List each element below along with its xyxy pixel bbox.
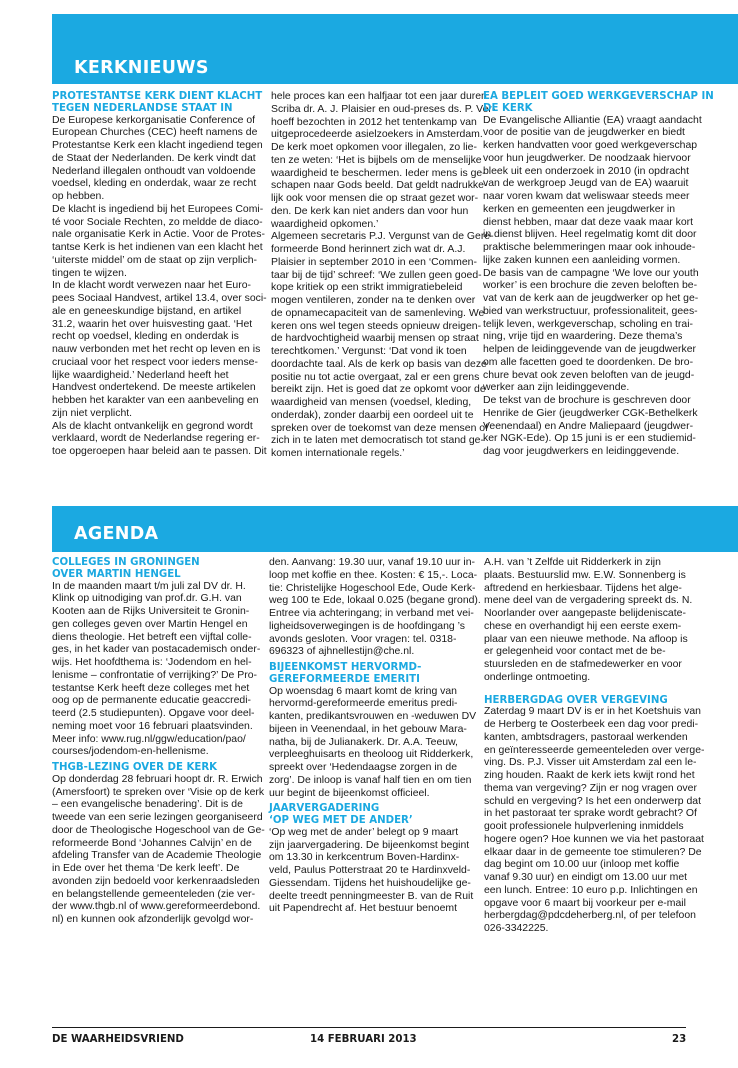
text-line: voor de positie van de jeugdwerker en biedt — [483, 127, 685, 139]
text-line: Plaisier in september 2010 in een ‘Commen- — [271, 256, 477, 268]
text-line: werker aan zijn leidinggevende. — [483, 382, 630, 394]
text-line: Zaterdag 9 maart DV is er in het Koetshuis van — [484, 706, 701, 718]
title-line: COLLEGES IN GRONINGEN — [52, 557, 200, 568]
text-line: weg 100 te Ede, lokaal 0.025 (begane grond). — [269, 595, 481, 607]
agenda-body — [269, 557, 481, 659]
text-line: ving. Ds. P.J. Visser uit Amsterdam zal een le- — [484, 757, 697, 769]
agenda-column-2 — [269, 557, 481, 916]
text-line: op hebben. — [52, 191, 105, 203]
text-line: waardigheid opkomen.’ — [271, 218, 379, 230]
text-line: de opnamecapaciteit van de samenleving. We — [271, 307, 485, 319]
title-line: THGB-LEZING OVER DE KERK — [52, 762, 218, 774]
text-line: In de maanden maart t/m juli zal DV dr. H. — [52, 580, 246, 592]
text-line: hogere ogen? Hoe kunnen we via het pastoraat — [484, 833, 704, 845]
title-line: DE KERK — [483, 102, 533, 114]
kerknieuws-banner — [52, 14, 738, 84]
text-line: Handvest ondertekend. De meeste artikelen — [52, 382, 256, 394]
text-line: taar bij de tijd’ schreef: ‘We zullen geen goed- — [271, 269, 482, 281]
article-title-ea — [483, 91, 714, 115]
text-line: Protestantse Kerk een klacht ingediend tegen — [52, 140, 263, 152]
text-line: tie: Christelijke Hogeschool Ede, Oude Kerk- — [269, 582, 476, 594]
title-line: GEREFORMEERDE EMERITI — [269, 673, 420, 685]
text-line: zorg’. De inloop is vanaf half tien en om tien — [269, 774, 472, 786]
title-line: BIJEENKOMST HERVORMD- — [269, 662, 422, 673]
text-line: Henrike de Gier (jeugdwerker CGK-Bethelkerk — [483, 407, 698, 419]
text-line: nauw verbonden met het recht op leven en is — [52, 344, 261, 356]
text-line: de Herberg te Oosterbeek een dag voor predi- — [484, 719, 699, 731]
agenda-column-1 — [52, 557, 264, 927]
text-line: – een evangelische benadering’. Dit is de — [52, 799, 243, 811]
text-line: loop met koffie en thee. Kosten: € 15,-. Loca- — [269, 569, 478, 581]
text-line: in dienst blijven. Heel regelmatig komt dit door — [483, 229, 697, 241]
text-line: té voor Sociale Rechten, zo meldde de diaco- — [52, 216, 263, 228]
text-line: lijk ook voor mensen die op straat gezet wor- — [271, 193, 479, 204]
text-line: een lunch. Entree: 10 euro p.p. Inlichtingen en — [484, 884, 698, 896]
text-line: stuursleden en de stafmedewerker en voor — [484, 659, 682, 670]
kerknieuws-heading: KERKNIEUWS — [74, 58, 209, 78]
agenda-column-3 — [484, 557, 705, 936]
text-line: Entree via achteringang; in verband met vei- — [269, 608, 474, 619]
text-line: verpleeghuisarts en theoloog uit Ridderkerk, — [269, 749, 474, 761]
text-line: lijke waardigheid.’ Nederland heeft het — [52, 369, 229, 381]
text-line: praktische belemmeringen maar ook inhoude- — [483, 242, 696, 254]
text-line: Op woensdag 6 maart komt de kring van — [269, 685, 457, 697]
text-line: chure bevat ook zeven beloften van de jeugd- — [483, 369, 695, 381]
text-line: ‘Op weg met de ander’ belegt op 9 maart — [269, 826, 459, 838]
text-line: voedsel, kleding en onderdak, waar ze recht — [52, 178, 257, 190]
agenda-title-thgb — [52, 762, 264, 774]
text-line: onderdak), zonder daarbij een oordeel uit te — [271, 409, 474, 421]
text-line: Giessendam. Tijdens het huishoudelijke ge- — [269, 877, 471, 889]
agenda-body — [52, 774, 264, 927]
text-line: natha, bij de Julianakerk. Dr. A.A. Teeuw, — [269, 736, 458, 748]
footer-page-number: 23 — [672, 1034, 687, 1045]
text-line: hebben het karakter van een aanbeveling en — [52, 395, 259, 407]
agenda-body — [269, 827, 474, 916]
text-line: Noorlander over aangepaste belijdeniscate- — [484, 608, 686, 619]
text-line: naar voren kwam dat weliswaar steeds meer — [483, 191, 690, 203]
agenda-title-colleges — [52, 557, 264, 581]
text-line: der www.thgb.nl of www.gereformeerdebond. — [52, 901, 261, 913]
title-line: TEGEN NEDERLANDSE STAAT IN — [52, 102, 233, 114]
text-line: bijeen in Veenendaal, in het gebouw Mara- — [269, 723, 467, 735]
agenda-title-jaarvergadering — [269, 803, 474, 827]
text-line: nl) en kunnen ook afzonderlijk gevolgd wor- — [52, 914, 254, 926]
text-line: Kooten aan de Rijks Universiteit te Gronin- — [52, 606, 250, 618]
text-line: ning, vrije tijd en waardering. Deze thema’s — [483, 331, 683, 343]
text-line: worker’ is een brochure die zeven beloften be- — [483, 280, 698, 292]
title-line: EA BEPLEIT GOED WERKGEVERSCHAP IN — [483, 91, 714, 102]
article-body — [52, 114, 267, 459]
text-line: hervormd-gereformeerde emeritus predi- — [269, 698, 458, 710]
agenda-banner — [52, 506, 738, 552]
text-line: De Evangelische Alliantie (EA) vraagt aandacht — [483, 114, 702, 126]
text-line: de hardvochtigheid waarbij mensen op straat — [271, 333, 479, 345]
agenda-title-emeriti — [269, 662, 474, 686]
text-line: lijke zaken kunnen een aanleiding vormen. — [483, 254, 681, 266]
text-line: in Ede over het thema ‘De kerk leeft’. De — [52, 863, 240, 875]
text-line: hele proces kan een halfjaar tot een jaar duren. — [271, 91, 490, 102]
text-line: Klink op uitnodiging van prof.dr. G.H. van — [52, 593, 242, 605]
agenda-title-herbergdag — [484, 695, 689, 707]
text-line: zijn niet verplicht. — [52, 407, 133, 419]
text-line: In de klacht wordt verwezen naar het Euro- — [52, 280, 251, 292]
text-line: in het pastoraat ter sprake wordt gebracht? Of — [484, 808, 697, 820]
text-line: opgave voor 6 maart bij voorkeur per e-mail — [484, 897, 686, 909]
text-line: en geïnteresseerde gemeenteleden over verge- — [484, 744, 705, 756]
text-line: helpen de leidinggevende van de jeugdwerker — [483, 344, 696, 356]
text-line: tweede van een serie lezingen georganiseerd — [52, 812, 263, 824]
text-line: mene deel van de vergadering spreekt ds. N. — [484, 595, 693, 607]
text-line: schuld en vergeving? Is het een onderwerp dat — [484, 795, 702, 807]
text-line: avonden zijn bedoeld voor kerkenraadsleden — [52, 875, 260, 887]
text-line: kope kritiek op een strikt immigratiebeleid — [271, 282, 463, 294]
text-line: Scriba dr. A. J. Plaisier en oud-preses ds. P. Ver- — [271, 103, 496, 115]
title-line: ‘OP WEG MET DE ANDER’ — [269, 815, 413, 827]
text-line: zijn jaarvergadering. De bijeenkomst begint — [269, 839, 470, 851]
text-line: vat van de kerk aan de jeugdwerker op het ge- — [483, 293, 699, 305]
text-line: oog op de permanente educatie geaccredi- — [52, 695, 252, 707]
text-line: bereikt zijn. Het is goed dat ze opkomt voor de — [271, 384, 486, 396]
text-line: Algemeen secretaris P.J. Vergunst van de Gere- — [271, 231, 494, 243]
title-line: JAARVERGADERING — [269, 803, 380, 815]
text-line: spreekt over ‘Hedendaagse zorgen in de — [269, 762, 457, 774]
text-line: veld, Paulus Potterstraat 20 te Hardinxveld- — [269, 865, 471, 877]
text-line: wijs. Het hoofdthema is: ‘Jodendom en hel- — [52, 657, 252, 669]
text-line: schapen naar Gods beeld. Dat geldt nadrukke- — [271, 180, 488, 192]
footer-date: 14 FEBRUARI 2013 — [310, 1034, 417, 1045]
text-line: aftredend en herkiesbaar. Tijdens het alge- — [484, 582, 682, 594]
text-line: ges, in het kader van postacademisch onder- — [52, 644, 261, 656]
text-line: kerken handvatten voor goed werkgeverschap — [483, 140, 698, 152]
text-line: teerd (2.5 studiepunten). Opgave voor deel- — [52, 708, 255, 720]
text-line: courses/jodendom-en-hellenisme. — [52, 746, 209, 758]
text-line: onderlinge ontmoeting. — [484, 671, 591, 683]
text-line: Op donderdag 28 februari hoopt dr. R. Erwich — [52, 773, 263, 785]
text-line: plaats. Bestuurslid mw. E.W. Sonnenberg is — [484, 569, 686, 581]
text-line: reformeerde Bond ‘Johannes Calvijn’ en de — [52, 837, 252, 849]
text-line: Veenendaal) en Andre Maliepaard (jeugdwer- — [483, 420, 694, 432]
text-line: herbergdag@pdcdeherberg.nl, of per telefoon — [484, 910, 696, 922]
text-line: uur begint de bijeenkomst officieel. — [269, 787, 430, 799]
text-line: vanaf 9.30 uur) en eindigt om 13.00 uur met — [484, 872, 688, 884]
text-line: afdeling Transfer van de Academie Theologie — [52, 850, 262, 862]
text-line: Meer info: www.rug.nl/ggw/education/pao/ — [52, 733, 246, 745]
text-line: dag voor jeugdwerkers en leidinggevende. — [483, 446, 680, 458]
text-line: mogen ventileren, zonder na te denken over — [271, 295, 476, 306]
text-line: spreken over de toekomst van deze mensen of — [271, 422, 488, 434]
text-line: de Staat der Nederlanden. De kerk vindt dat — [52, 152, 256, 164]
text-line: bied van werkstructuur, professionaliteit, gees- — [483, 305, 698, 317]
text-line: pees Sociaal Handvest, artikel 13.4, over soci- — [52, 293, 267, 305]
text-line: voor hun jeugdwerker. De noodzaak hiervoor — [483, 152, 691, 164]
agenda-body — [484, 557, 693, 685]
text-line: er gelegenheid voor contact met de be- — [484, 646, 666, 658]
article-title-klacht — [52, 91, 264, 115]
text-line: van de werkgroep Jeugd van de EA) waaruit — [483, 178, 689, 190]
kerknieuws-column-1 — [52, 91, 267, 459]
text-line: testantse Kerk heeft deze colleges met het — [52, 682, 250, 694]
text-line: Als de klacht ontvankelijk en gegrond wordt — [52, 420, 253, 432]
text-line: hoeff bezochten in 2012 het tentenkamp van — [271, 116, 477, 128]
text-line: om 13.30 in kerkcentrum Boven-Hardinx- — [269, 852, 460, 864]
text-line: komen internationale regels.’ — [271, 448, 405, 459]
text-line: 696323 of ajhnellestijn@che.nl. — [269, 646, 415, 658]
text-line: 31.2, waarin het over huisvesting gaat. ‘Het — [52, 318, 253, 330]
kerknieuws-column-2 — [271, 91, 496, 461]
text-line: diens theologie. Het betreft een vijftal colle- — [52, 631, 252, 643]
text-line: nale organisatie Kerk in Actie. Voor de Protes- — [52, 229, 265, 241]
text-line: De tekst van de brochure is geschreven door — [483, 395, 691, 407]
kerknieuws-column-3 — [483, 91, 714, 459]
text-line: lenisme – confrontatie of verrijking?’ De Pro- — [52, 669, 257, 681]
text-line: verklaard, wordt de Nederlandse regering er- — [52, 433, 260, 445]
text-line: ‘uiterste middel’ om de staat op zijn verplich- — [52, 254, 257, 266]
text-line: elkaar daar in de gemeente toe stimuleren? De — [484, 846, 702, 858]
text-line: doordachte taal. Als de kerk op basis van deze — [271, 358, 487, 370]
text-line: uitgeprocedeerde asielzoekers in Amsterdam. — [271, 129, 483, 141]
text-line: ker NGK-Ede). Op 15 juni is er een studiemid- — [483, 433, 696, 445]
text-line: waardigheid te beschermen. Ieder mens is ge- — [271, 167, 486, 179]
text-line: 026-3342225. — [484, 923, 549, 935]
text-line: zing houden. Raakt de kerk iets kwijt rond het — [484, 770, 695, 782]
text-line: ale en geneeskundige bijstand, en artikel — [52, 305, 242, 317]
title-line: OVER MARTIN HENGEL — [52, 568, 181, 580]
text-line: plaar van een nieuwe methode. Na afloop is — [484, 633, 688, 645]
text-line: bleek uit een onderzoek in 2010 (in opdracht — [483, 165, 689, 177]
text-line: De kerk moet opkomen voor illegalen, zo lie- — [271, 142, 477, 153]
text-line: ten ze weten: ‘Het is bijbels om de menselijke — [271, 154, 482, 166]
text-line: den. Aanvang: 19.30 uur, vanaf 19.10 uur in- — [269, 557, 476, 568]
text-line: positie nu tot actie overgaat, zal er een grens — [271, 371, 480, 383]
text-line: dag begint om 10.00 uur (inloop met koffie — [484, 859, 680, 871]
text-line: De klacht is ingediend bij het Europees Comi- — [52, 203, 264, 215]
text-line: De Europese kerkorganisatie Conference of — [52, 114, 256, 126]
text-line: den. De kerk kan niet anders dan voor hun — [271, 205, 469, 217]
article-body — [483, 114, 702, 459]
text-line: European Churches (CEC) heeft namens de — [52, 127, 258, 139]
text-line: terechtkomen.’ Vergunst: ‘Dat vond ik toen — [271, 346, 467, 357]
title-line: PROTESTANTSE KERK DIENT KLACHT — [52, 91, 263, 102]
text-line: recht op voedsel, kleding en onderdak is — [52, 331, 239, 343]
text-line: waardigheid van mensen (voedsel, kleding, — [271, 397, 472, 408]
article-body — [271, 91, 496, 461]
text-line: formeerde Bond herinnert zich wat dr. A.J. — [271, 244, 466, 255]
text-line: kanten, predikantsvrouwen en -weduwen DV — [269, 711, 477, 723]
title-line: HERBERGDAG OVER VERGEVING — [484, 694, 668, 706]
text-line: kanten, ambtsdragers, pastoraal werkenden — [484, 731, 688, 743]
text-line: avonds gesloten. Voor vragen: tel. 0318- — [269, 633, 457, 645]
agenda-body — [484, 706, 705, 936]
footer-divider — [52, 1027, 686, 1028]
text-line: toe opgeroepen haar beleid aan te passen. Dit — [52, 446, 267, 458]
text-line: Nederland illegalen onthoudt van voldoende — [52, 165, 256, 177]
text-line: tantse Kerk is het indienen van een klacht het — [52, 242, 263, 254]
agenda-body — [52, 581, 264, 760]
text-line: deelte treedt penningmeester B. van de Ruit — [269, 890, 474, 902]
text-line: telijk leven, werkgeverschap, scholing en trai- — [483, 318, 694, 330]
agenda-heading: AGENDA — [74, 524, 159, 544]
text-line: keren ons wel tegen steeds opnieuw dreigen- — [271, 320, 482, 332]
text-line: tingen te wijzen. — [52, 267, 127, 279]
text-line: (Amersfoort) te spreken over ‘Visie op de kerk — [52, 786, 265, 798]
text-line: door de Theologische Hogeschool van de Ge- — [52, 824, 265, 836]
text-line: kerken en gemeenten een jeugdwerker in — [483, 203, 676, 215]
text-line: neming moet voor 16 februari plaatsvinden. — [52, 720, 253, 732]
footer-publication: DE WAARHEIDSVRIEND — [52, 1034, 184, 1045]
text-line: gooit professionele hulpverlening inmiddels — [484, 821, 684, 833]
text-line: om alle facetten goed te doordenken. De bro- — [483, 356, 694, 368]
text-line: thema van vergeving? Zijn er nog vragen over — [484, 782, 697, 794]
text-line: cruciaal voor het respect voor ieders mense- — [52, 356, 258, 368]
text-line: dienst hebben, maar dat deze vaak maar kort — [483, 216, 694, 228]
agenda-body — [269, 685, 477, 801]
text-line: chese en overhandigt hij een eerste exem- — [484, 620, 682, 632]
text-line: en belangstellende gemeenteleden (zie ver- — [52, 888, 256, 900]
text-line: zich in te laten met democratisch tot stand ge- — [271, 435, 484, 447]
text-line: ligheidsoverwegingen is de hoofdingang ’s — [269, 620, 465, 632]
text-line: gen colleges geven over Martin Hengel en — [52, 618, 248, 630]
text-line: De basis van de campagne ‘We love our youth — [483, 267, 699, 279]
text-line: A.H. van ’t Zelfde uit Ridderkerk in zijn — [484, 557, 661, 568]
text-line: uit Papendrecht af. Het bestuur benoemt — [269, 903, 457, 915]
